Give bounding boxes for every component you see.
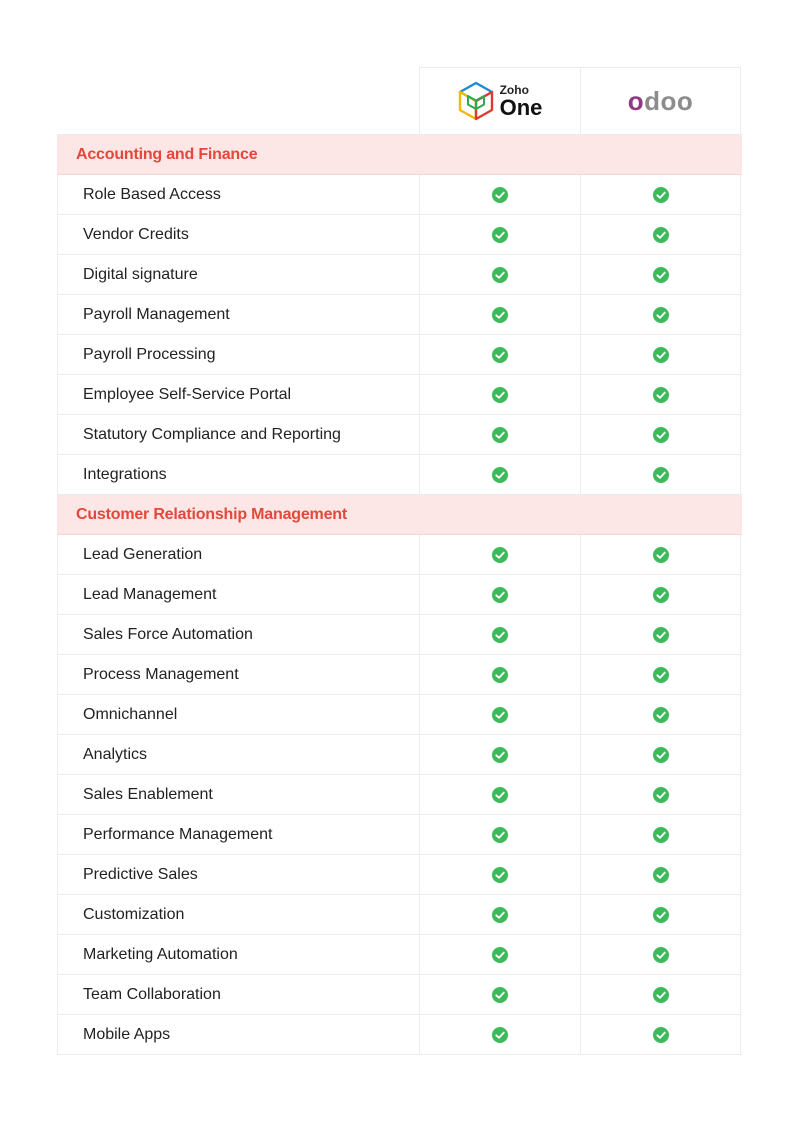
feature-label: Lead Management (57, 575, 419, 614)
feature-label: Analytics (57, 735, 419, 774)
check-icon (492, 827, 508, 843)
odoo-check-cell (580, 575, 741, 614)
check-icon (653, 347, 669, 363)
zoho-check-cell (419, 175, 580, 214)
check-icon (492, 627, 508, 643)
section-title: Accounting and Finance (76, 145, 258, 163)
table-row (57, 215, 742, 255)
table-body (57, 135, 742, 1055)
comparison-table (57, 67, 742, 1055)
odoo-check-cell (580, 815, 741, 854)
odoo-check-cell (580, 255, 741, 294)
odoo-check-cell (580, 855, 741, 894)
check-icon (492, 547, 508, 563)
zoho-one-logo (458, 81, 543, 121)
zoho-check-cell (419, 1015, 580, 1054)
zoho-check-cell (419, 215, 580, 254)
feature-label: Performance Management (57, 815, 419, 854)
check-icon (653, 987, 669, 1003)
odoo-check-cell (580, 935, 741, 974)
table-row (57, 735, 742, 775)
feature-label: Sales Force Automation (57, 615, 419, 654)
check-icon (492, 307, 508, 323)
table-row (57, 775, 742, 815)
zoho-check-cell (419, 975, 580, 1014)
table-row (57, 855, 742, 895)
check-icon (492, 467, 508, 483)
zoho-logo-top: Zoho (499, 82, 529, 97)
check-icon (492, 987, 508, 1003)
odoo-logo (628, 86, 694, 117)
feature-label: Omnichannel (57, 695, 419, 734)
zoho-check-cell (419, 375, 580, 414)
check-icon (492, 907, 508, 923)
feature-label: Lead Generation (57, 535, 419, 574)
odoo-check-cell (580, 215, 741, 254)
header-empty-cell (57, 67, 419, 134)
table-header (57, 67, 742, 135)
zoho-check-cell (419, 575, 580, 614)
table-row (57, 415, 742, 455)
check-icon (653, 667, 669, 683)
zoho-one-column-header (419, 67, 580, 134)
odoo-check-cell (580, 295, 741, 334)
check-icon (653, 747, 669, 763)
feature-label: Digital signature (57, 255, 419, 294)
table-row (57, 175, 742, 215)
check-icon (492, 947, 508, 963)
table-row (57, 695, 742, 735)
check-icon (492, 1027, 508, 1043)
odoo-check-cell (580, 655, 741, 694)
odoo-logo-rest: doo (644, 85, 694, 116)
feature-label: Process Management (57, 655, 419, 694)
feature-label: Mobile Apps (57, 1015, 419, 1054)
table-row (57, 335, 742, 375)
zoho-check-cell (419, 855, 580, 894)
zoho-check-cell (419, 335, 580, 374)
check-icon (653, 427, 669, 443)
feature-label: Payroll Management (57, 295, 419, 334)
feature-label: Employee Self-Service Portal (57, 375, 419, 414)
feature-label: Customization (57, 895, 419, 934)
zoho-cube-icon (458, 81, 494, 121)
check-icon (653, 907, 669, 923)
table-row (57, 935, 742, 975)
zoho-check-cell (419, 815, 580, 854)
zoho-check-cell (419, 935, 580, 974)
check-icon (492, 787, 508, 803)
zoho-check-cell (419, 295, 580, 334)
zoho-check-cell (419, 775, 580, 814)
table-row (57, 255, 742, 295)
odoo-logo-first: o (627, 85, 645, 116)
zoho-check-cell (419, 415, 580, 454)
table-row (57, 655, 742, 695)
zoho-logo-bottom: One (499, 94, 543, 120)
check-icon (492, 587, 508, 603)
odoo-column-header (580, 67, 741, 134)
check-icon (653, 787, 669, 803)
check-icon (492, 707, 508, 723)
odoo-check-cell (580, 1015, 741, 1054)
check-icon (653, 867, 669, 883)
zoho-check-cell (419, 535, 580, 574)
check-icon (492, 187, 508, 203)
table-row (57, 295, 742, 335)
feature-label: Team Collaboration (57, 975, 419, 1014)
check-icon (653, 827, 669, 843)
odoo-check-cell (580, 335, 741, 374)
zoho-check-cell (419, 455, 580, 494)
odoo-check-cell (580, 175, 741, 214)
odoo-check-cell (580, 455, 741, 494)
check-icon (653, 307, 669, 323)
odoo-check-cell (580, 975, 741, 1014)
table-row (57, 375, 742, 415)
check-icon (492, 267, 508, 283)
check-icon (653, 707, 669, 723)
check-icon (653, 587, 669, 603)
odoo-check-cell (580, 615, 741, 654)
table-row (57, 535, 742, 575)
zoho-check-cell (419, 655, 580, 694)
zoho-check-cell (419, 695, 580, 734)
check-icon (653, 227, 669, 243)
check-icon (492, 747, 508, 763)
table-row (57, 1015, 742, 1055)
check-icon (653, 947, 669, 963)
odoo-check-cell (580, 895, 741, 934)
check-icon (492, 427, 508, 443)
check-icon (653, 547, 669, 563)
section-header (57, 495, 742, 535)
check-icon (653, 387, 669, 403)
section-header (57, 135, 742, 175)
zoho-check-cell (419, 735, 580, 774)
odoo-check-cell (580, 735, 741, 774)
check-icon (492, 387, 508, 403)
check-icon (492, 867, 508, 883)
zoho-check-cell (419, 895, 580, 934)
check-icon (653, 267, 669, 283)
zoho-check-cell (419, 615, 580, 654)
odoo-check-cell (580, 415, 741, 454)
check-icon (653, 627, 669, 643)
table-row (57, 575, 742, 615)
table-row (57, 615, 742, 655)
table-row (57, 815, 742, 855)
table-row (57, 975, 742, 1015)
check-icon (653, 467, 669, 483)
feature-label: Predictive Sales (57, 855, 419, 894)
feature-label: Vendor Credits (57, 215, 419, 254)
feature-label: Payroll Processing (57, 335, 419, 374)
feature-label: Sales Enablement (57, 775, 419, 814)
check-icon (653, 1027, 669, 1043)
table-row (57, 455, 742, 495)
check-icon (653, 187, 669, 203)
odoo-check-cell (580, 535, 741, 574)
check-icon (492, 667, 508, 683)
odoo-check-cell (580, 695, 741, 734)
odoo-check-cell (580, 775, 741, 814)
section-title: Customer Relationship Management (76, 505, 347, 523)
feature-label: Marketing Automation (57, 935, 419, 974)
table-row (57, 895, 742, 935)
zoho-check-cell (419, 255, 580, 294)
odoo-check-cell (580, 375, 741, 414)
feature-label: Integrations (57, 455, 419, 494)
feature-label: Role Based Access (57, 175, 419, 214)
check-icon (492, 227, 508, 243)
check-icon (492, 347, 508, 363)
feature-label: Statutory Compliance and Reporting (57, 415, 419, 454)
